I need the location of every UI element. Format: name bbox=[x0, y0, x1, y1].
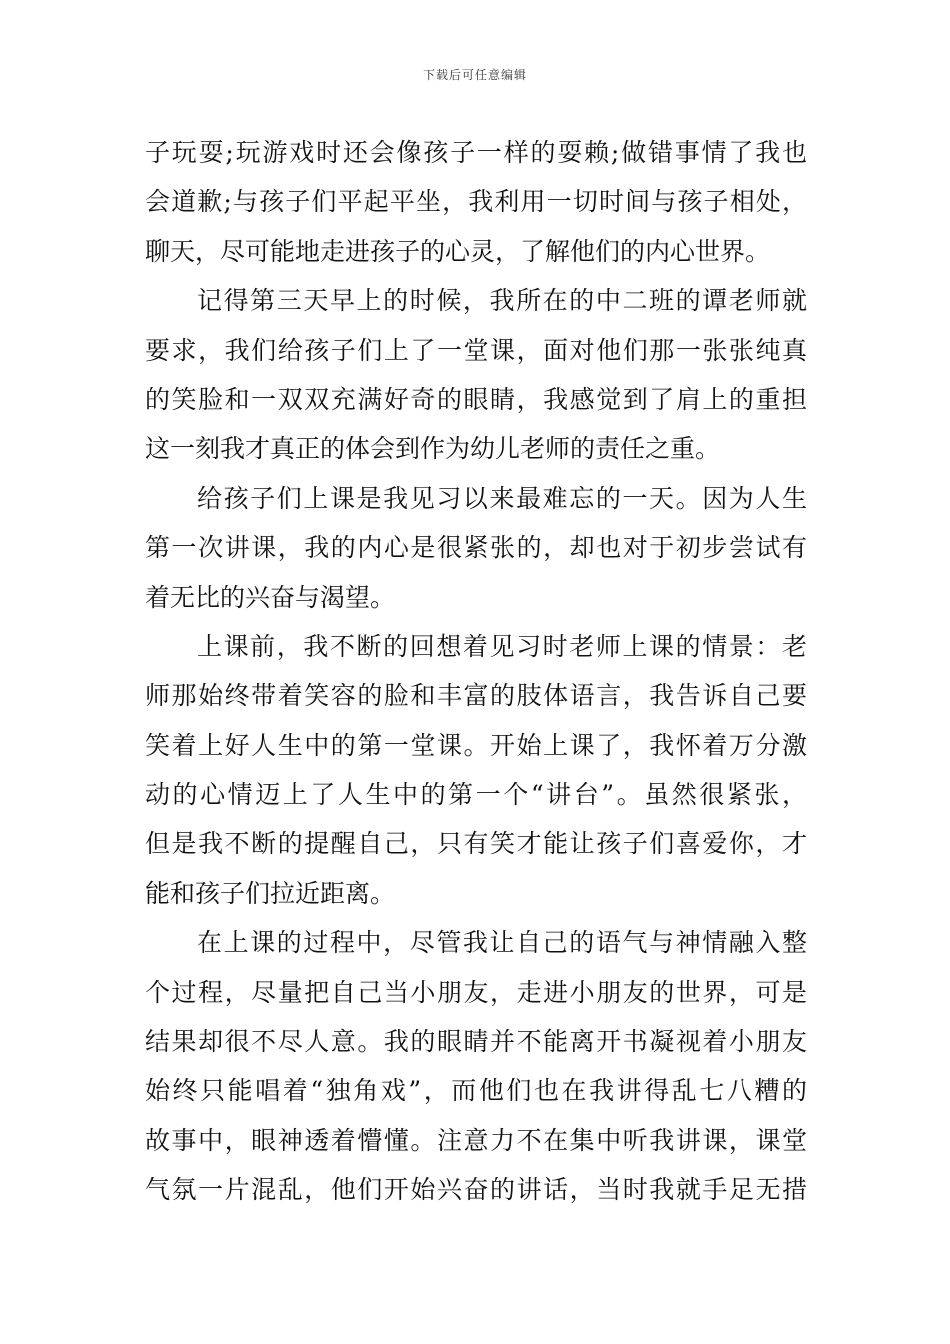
text-line: 会道歉;与孩子们平起平坐，我利用一切时间与孩子相处， bbox=[145, 187, 807, 217]
paragraph-4 bbox=[145, 622, 807, 918]
document-body bbox=[145, 128, 807, 1215]
text-line: 这一刻我才真正的体会到作为幼儿老师的责任之重。 bbox=[145, 434, 721, 464]
text-line: 子玩耍;玩游戏时还会像孩子一样的耍赖;做错事情了我也 bbox=[145, 138, 807, 167]
text-line: 能和孩子们拉近距离。 bbox=[145, 878, 396, 908]
text-line: 故事中，眼神透着懵懂。注意力不在集中听我讲课，课堂 bbox=[145, 1125, 807, 1155]
text-line: 聊天，尽可能地走进孩子的心灵，了解他们的内心世界。 bbox=[145, 236, 771, 266]
text-line: 结果却很不尽人意。我的眼睛并不能离开书凝视着小朋友 bbox=[145, 1027, 807, 1057]
paragraph-1 bbox=[145, 128, 807, 276]
paragraph-2 bbox=[145, 276, 807, 474]
text-line: 笑着上好人生中的第一堂课。开始上课了，我怀着万分激 bbox=[145, 730, 807, 760]
text-line: 个过程，尽量把自己当小朋友，走进小朋友的世界，可是 bbox=[145, 977, 807, 1007]
text-line: 记得第三天早上的时候，我所在的中二班的谭老师就 bbox=[197, 286, 807, 316]
paragraph-3 bbox=[145, 474, 807, 622]
text-line: 第一次讲课，我的内心是很紧张的，却也对于初步尝试有 bbox=[145, 533, 807, 563]
text-line: 师那始终带着笑容的脸和丰富的肢体语言，我告诉自己要 bbox=[145, 681, 807, 711]
text-line: 着无比的兴奋与渴望。 bbox=[145, 582, 396, 612]
text-line: 上课前，我不断的回想着见习时老师上课的情景：老 bbox=[197, 631, 807, 661]
text-line: 但是我不断的提醒自己，只有笑才能让孩子们喜爱你，才 bbox=[145, 829, 807, 859]
text-line: 在上课的过程中，尽管我让自己的语气与神情融入整 bbox=[197, 928, 807, 958]
paragraph-5 bbox=[145, 918, 807, 1214]
text-line: 要求，我们给孩子们上了一堂课，面对他们那一张张纯真 bbox=[145, 335, 807, 365]
text-line: 给孩子们上课是我见习以来最难忘的一天。因为人生 bbox=[197, 483, 807, 513]
text-line: 的笑脸和一双双充满好奇的眼睛，我感觉到了肩上的重担 bbox=[145, 384, 807, 414]
text-line: 始终只能唱着“独角戏”，而他们也在我讲得乱七八糟的 bbox=[145, 1076, 807, 1106]
text-line: 气氛一片混乱，他们开始兴奋的讲话，当时我就手足无措 bbox=[145, 1175, 807, 1205]
text-line: 动的心情迈上了人生中的第一个“讲台”。虽然很紧张， bbox=[145, 780, 807, 810]
page-header: 下载后可任意编辑 bbox=[422, 68, 527, 82]
